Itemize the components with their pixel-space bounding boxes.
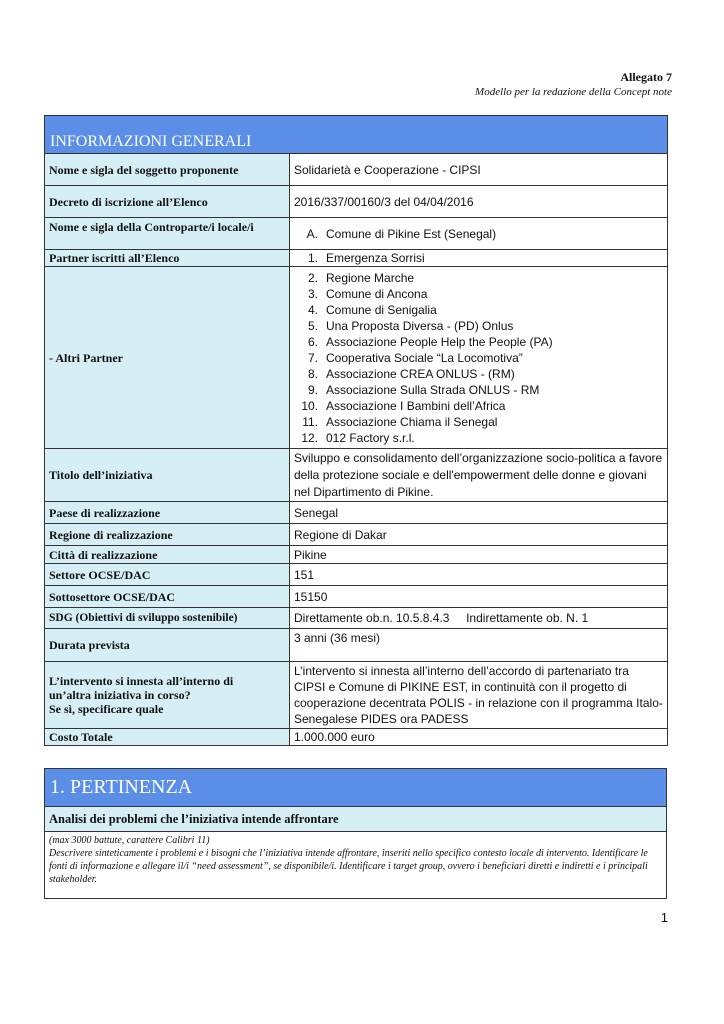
altri-partner-number: 4. [307, 302, 318, 317]
value-citta: Pikine [290, 546, 668, 564]
altri-partner-number: 2. [307, 270, 318, 285]
altri-partner-number: 9. [307, 382, 318, 397]
label-sdg: SDG (Obiettivi di sviluppo sostenibile) [45, 608, 290, 629]
pertinenza-note [45, 832, 667, 899]
row-sdg [45, 608, 668, 629]
pertinenza-note-2: Descrivere sinteticamente i problemi e i bisogni che l’iniziativa intende affrontare, inseriti nello specifico contesto locale di intervento. Identificare le fonti di informazione e allegare il/i “need assessment”, se disponibile/i. Identificare i target group, ovvero i beneficiari diretti e indiretti e i principali stakeholder. [49, 848, 648, 885]
row-paese [45, 502, 668, 524]
altri-partner-name: Cooperativa Sociale “La Locomotiva” [326, 350, 523, 365]
altri-partner-item [294, 414, 663, 430]
row-citta [45, 546, 668, 564]
row-soggetto [45, 154, 668, 186]
row-altri-partner [45, 267, 668, 449]
pertinenza-section-title: 1. PERTINENZA [45, 769, 667, 807]
altri-partner-number: 11. [302, 414, 318, 429]
allegato-label: Allegato 7 [620, 70, 672, 84]
altri-partner-number: 12. [301, 430, 318, 445]
value-controparte [290, 218, 668, 250]
altri-partner-name: Associazione Sulla Strada ONLUS - RM [326, 382, 540, 397]
value-paese: Senegal [290, 502, 668, 524]
partner-marker: 1. [307, 251, 318, 265]
pertinenza-subtitle: Analisi dei problemi che l’iniziativa intende affrontare [45, 807, 667, 832]
value-titolo: Sviluppo e consolidamento dell’organizzazione socio-politica a favore della protezione sociale e dell'empowerment delle donne e giovani nel Dipartimento di Pikine. [290, 449, 668, 502]
label-intervento-line1: L’intervento si innesta all’interno di [49, 674, 234, 688]
value-costo: 1.000.000 euro [290, 729, 668, 746]
row-decreto [45, 186, 668, 218]
value-decreto: 2016/337/00160/3 del 04/04/2016 [290, 186, 668, 218]
value-intervento: L’intervento si innesta all’interno dell’accordo di partenariato tra CIPSI e Comune di PIKINE EST, in continuità con il progetto di cooperazione decentrata POLIS - in relazione con il programma Italo-Senegalese PIDES ora PADESS [290, 662, 668, 729]
value-altri-partner [290, 267, 668, 449]
altri-partner-name: Una Proposta Diversa - (PD) Onlus [326, 318, 514, 333]
altri-partner-name: Comune di Ancona [326, 286, 428, 301]
altri-partner-item [294, 398, 663, 414]
altri-partner-name: Comune di Senigalia [326, 302, 437, 317]
altri-partner-number: 5. [307, 318, 318, 333]
value-regione: Regione di Dakar [290, 524, 668, 546]
altri-partner-number: 8. [307, 366, 318, 381]
page-number: 1 [660, 910, 668, 925]
pertinenza-note-1: (max 3000 battute, carattere Calibri 11) [49, 835, 210, 846]
altri-partner-item [294, 366, 663, 382]
row-costo [45, 729, 668, 746]
label-intervento [45, 662, 290, 729]
altri-partner-item [294, 318, 663, 334]
label-citta: Città di realizzazione [45, 546, 290, 564]
value-soggetto: Solidarietà e Cooperazione - CIPSI [290, 154, 668, 186]
label-decreto: Decreto di iscrizione all’Elenco [45, 186, 290, 218]
pertinenza-note-row [45, 832, 667, 899]
value-settore: 151 [290, 564, 668, 586]
row-sottosettore [45, 586, 668, 608]
altri-partner-item [294, 350, 663, 366]
pertinenza-subtitle-row [45, 807, 667, 832]
row-partner [45, 250, 668, 267]
label-regione: Regione di realizzazione [45, 524, 290, 546]
label-intervento-line2: un’altra iniziativa in corso? [49, 688, 191, 702]
label-titolo: Titolo dell’iniziativa [45, 449, 290, 502]
altri-partner-item [294, 286, 663, 302]
altri-partner-item [294, 302, 663, 318]
altri-partner-number: 10. [301, 398, 318, 413]
label-paese: Paese di realizzazione [45, 502, 290, 524]
altri-partner-list [294, 270, 663, 446]
label-controparte: Nome e sigla della Controparte/i locale/i [45, 218, 290, 250]
altri-partner-name: Associazione I Bambini dell’Africa [326, 398, 506, 413]
pertinenza-table [44, 768, 667, 899]
label-intervento-line3: Se sì, specificare quale [49, 702, 164, 716]
row-regione [45, 524, 668, 546]
label-partner: Partner iscritti all’Elenco [45, 250, 290, 267]
pertinenza-header-row [45, 769, 667, 807]
altri-partner-number: 6. [307, 334, 318, 349]
altri-partner-item [294, 270, 663, 286]
label-altri-partner: - Altri Partner [45, 267, 290, 449]
modello-subtitle: Modello per la redazione della Concept note [475, 86, 672, 98]
value-sottosettore: 15150 [290, 586, 668, 608]
value-partner [290, 250, 668, 267]
value-durata: 3 anni (36 mesi) [290, 629, 668, 662]
altri-partner-number: 7. [307, 350, 318, 365]
altri-partner-number: 3. [307, 286, 318, 301]
row-titolo [45, 449, 668, 502]
altri-partner-name: Associazione CREA ONLUS - (RM) [326, 366, 515, 381]
altri-partner-item [294, 382, 663, 398]
altri-partner-name: Associazione People Help the People (PA) [326, 334, 553, 349]
row-durata [45, 629, 668, 662]
altri-partner-item [294, 334, 663, 350]
row-controparte [45, 218, 668, 250]
info-header-row [45, 116, 668, 154]
altri-partner-name: Associazione Chiama il Senegal [326, 414, 498, 429]
info-section-title: INFORMAZIONI GENERALI [45, 116, 668, 154]
label-soggetto: Nome e sigla del soggetto proponente [45, 154, 290, 186]
label-sottosettore: Sottosettore OCSE/DAC [45, 586, 290, 608]
altri-partner-name: Regione Marche [326, 270, 415, 285]
partner-text: Emergenza Sorrisi [326, 251, 425, 265]
value-sdg: Direttamente ob.n. 10.5.8.4.3 Indirettamente ob. N. 1 [290, 608, 668, 629]
info-table [44, 115, 668, 746]
label-costo: Costo Totale [45, 729, 290, 746]
row-intervento [45, 662, 668, 729]
controparte-marker: A. [306, 226, 318, 241]
altri-partner-item [294, 430, 663, 446]
label-durata: Durata prevista [45, 629, 290, 662]
controparte-text: Comune di Pikine Est (Senegal) [326, 226, 497, 241]
altri-partner-name: 012 Factory s.r.l. [326, 430, 415, 445]
row-settore [45, 564, 668, 586]
label-settore: Settore OCSE/DAC [45, 564, 290, 586]
